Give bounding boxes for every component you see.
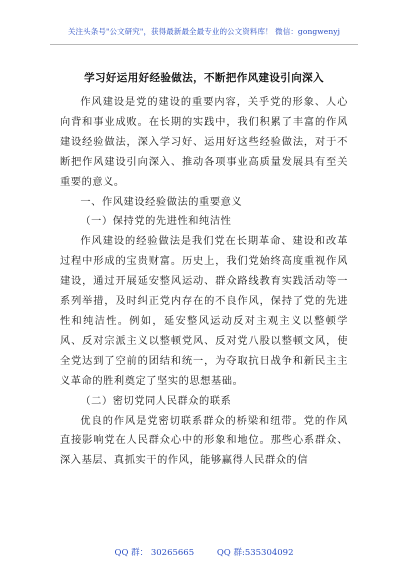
body-paragraph-2: 优良的作风是党密切联系群众的桥梁和纽带。党的作风直接影响党在人民群众心中的形象和地位。那些心系群众、深入基层、真抓实干的作风，能够赢得人民群众的信 bbox=[60, 415, 348, 467]
header-divider bbox=[50, 44, 358, 45]
footer-qq-group-2: QQ 群:535304092 bbox=[216, 548, 294, 558]
subsection-heading-2: （二）密切党同人民群众的联系 bbox=[80, 395, 232, 407]
subsection-heading-1: （一）保持党的先进性和纯洁性 bbox=[80, 216, 232, 228]
section-heading-1: 一、作风建设经验做法的重要意义 bbox=[80, 196, 243, 208]
document-body bbox=[60, 93, 348, 471]
footer-qq-group-1: QQ 群： 30265665 bbox=[114, 548, 195, 558]
header-banner: 关注头条号"公文研究"，获得最新最全最专业的公文资料库！ 微信：gongwenyj bbox=[67, 27, 341, 36]
footer-contact bbox=[0, 546, 408, 558]
body-paragraph-1: 作风建设的经验做法是我们党在长期革命、建设和改革过程中形成的宝贵财富。历史上，我们党始终高度重视作风建设，通过开展延安整风运动、群众路线教育实践活动等一系列举措，及时纠正党内存在的不良作风，保持了党的先进性和纯洁性。例如，延安整风运动反对主观主义以整顿学风、反对宗派主义以整顿党风、反对党八股以整顿文风，使全党达到了空前的团结和统一，为夺取抗日战争和新民主主义革命的胜利奠定了坚实的思想基础。 bbox=[60, 236, 348, 387]
document-title: 学习好运用好经验做法，不断把作风建设引向深入 bbox=[84, 72, 324, 84]
intro-paragraph: 作风建设是党的建设的重要内容，关乎党的形象、人心向背和事业成败。在长期的实践中，我们积累了丰富的作风建设经验做法，深入学习好、运用好这些经验做法，对于不断把作风建设引向深入、推动各项事业高质量发展具有至关重要的意义。 bbox=[60, 97, 348, 188]
